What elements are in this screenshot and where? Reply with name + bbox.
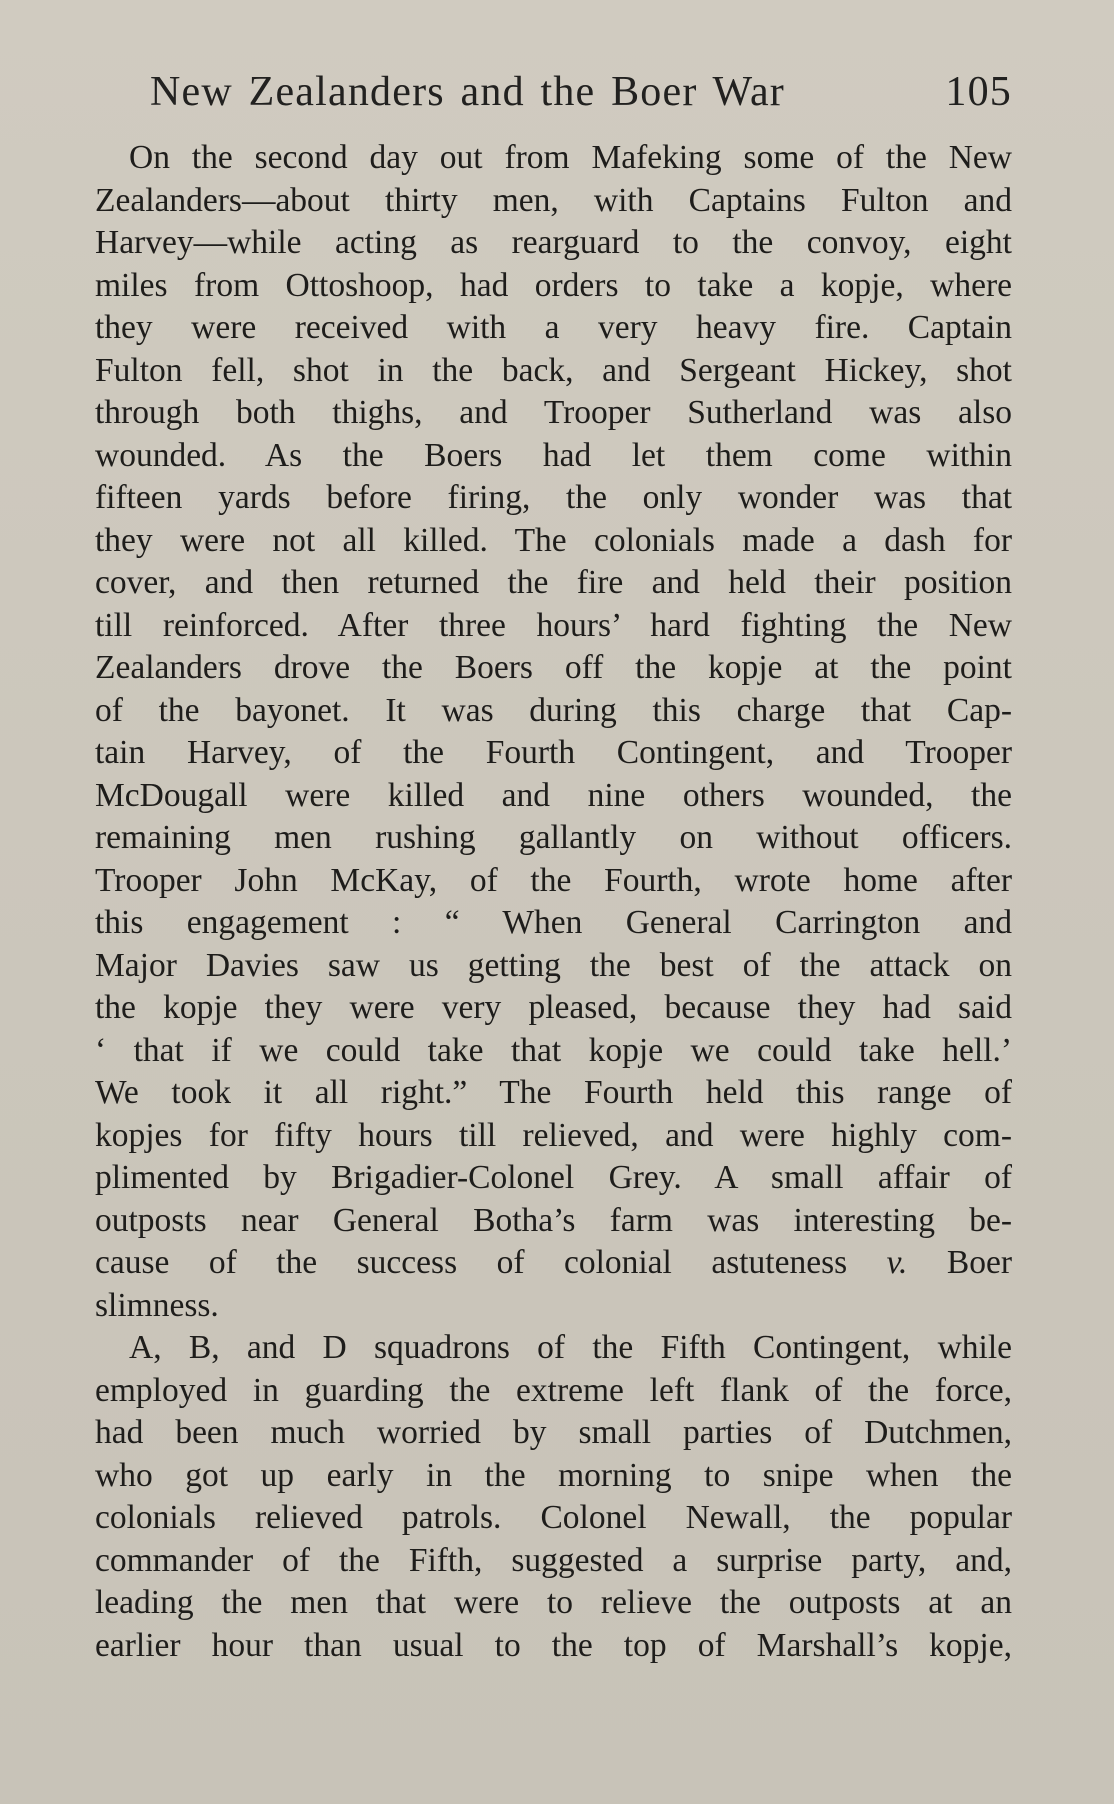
text-line: till reinforced. After three hours’ hard fighting the New xyxy=(95,606,1012,644)
text-line: On the second day out from Mafeking some of the New xyxy=(129,139,1012,176)
text-line: they were not all killed. The colonials made a dash for xyxy=(95,521,1012,559)
text-line: kopjes for fifty hours till relieved, and were highly com- xyxy=(95,1116,1012,1154)
text-line: We took it all right.” The Fourth held this range of xyxy=(95,1074,1012,1111)
text-line: through both thighs, and Trooper Sutherland was also xyxy=(95,394,1012,431)
text-line: employed in guarding the extreme left flank of the force, xyxy=(95,1371,1012,1409)
text-line: A, B, and D squadrons of the Fifth Contingent, while xyxy=(129,1329,1012,1366)
text-line: Zealanders drove the Boers off the kopje at the point xyxy=(95,649,1012,686)
text-line: Trooper John McKay, of the Fourth, wrote home after xyxy=(95,861,1012,899)
text-line: Zealanders—about thirty men, with Captains Fulton and xyxy=(95,181,1012,219)
text-line: they were received with a very heavy fire. Captain xyxy=(95,309,1012,346)
italic-versus: v. xyxy=(886,1244,908,1281)
text-line: colonials relieved patrols. Colonel Newall, the popular xyxy=(95,1499,1012,1536)
page-number: 105 xyxy=(945,69,1012,115)
running-head-title: New Zealanders and the Boer War xyxy=(150,69,785,115)
text-line: the kopje they were very pleased, because they had said xyxy=(95,989,1012,1026)
text-line: who got up early in the morning to snipe when the xyxy=(95,1456,1012,1494)
text-line: fifteen yards before firing, the only wonder was that xyxy=(95,479,1012,516)
text-line: McDougall were killed and nine others wounded, the xyxy=(95,776,1012,814)
text-line: remaining men rushing gallantly on without officers. xyxy=(95,819,1012,856)
text-line: leading the men that were to relieve the outposts at an xyxy=(95,1584,1012,1621)
text-line: commander of the Fifth, suggested a surprise party, and, xyxy=(95,1541,1012,1579)
text-line-with-italic xyxy=(95,1242,1012,1285)
text-line: Major Davies saw us getting the best of the attack on xyxy=(95,946,1012,984)
text-line: ‘ that if we could take that kopje we could take hell.’ xyxy=(95,1031,1012,1069)
text-line: miles from Ottoshoop, had orders to take a kopje, where xyxy=(95,266,1012,304)
body-text xyxy=(95,137,1012,1667)
text-line: this engagement : “ When General Carrington and xyxy=(95,904,1012,941)
text-line: wounded. As the Boers had let them come within xyxy=(95,436,1012,474)
text-line: earlier hour than usual to the top of Marshall’s kopje, xyxy=(95,1626,1012,1664)
text-line: outposts near General Botha’s farm was interesting be- xyxy=(95,1201,1012,1239)
text-line: plimented by Brigadier-Colonel Grey. A small affair of xyxy=(95,1159,1012,1196)
text-line: Harvey—while acting as rearguard to the convoy, eight xyxy=(95,224,1012,261)
text-line-segment: cause of the success of colonial astuteness xyxy=(95,1244,848,1281)
text-line: tain Harvey, of the Fourth Contingent, and Trooper xyxy=(95,734,1012,771)
text-line: of the bayonet. It was during this charge that Cap- xyxy=(95,691,1012,729)
text-line: had been much worried by small parties of Dutchmen, xyxy=(95,1414,1012,1451)
text-line-segment: Boer xyxy=(946,1244,1012,1281)
text-line: cover, and then returned the fire and held their position xyxy=(95,564,1012,601)
text-line: slimness. xyxy=(95,1286,219,1324)
text-line: Fulton fell, shot in the back, and Sergeant Hickey, shot xyxy=(95,351,1012,389)
running-head xyxy=(150,62,1012,122)
